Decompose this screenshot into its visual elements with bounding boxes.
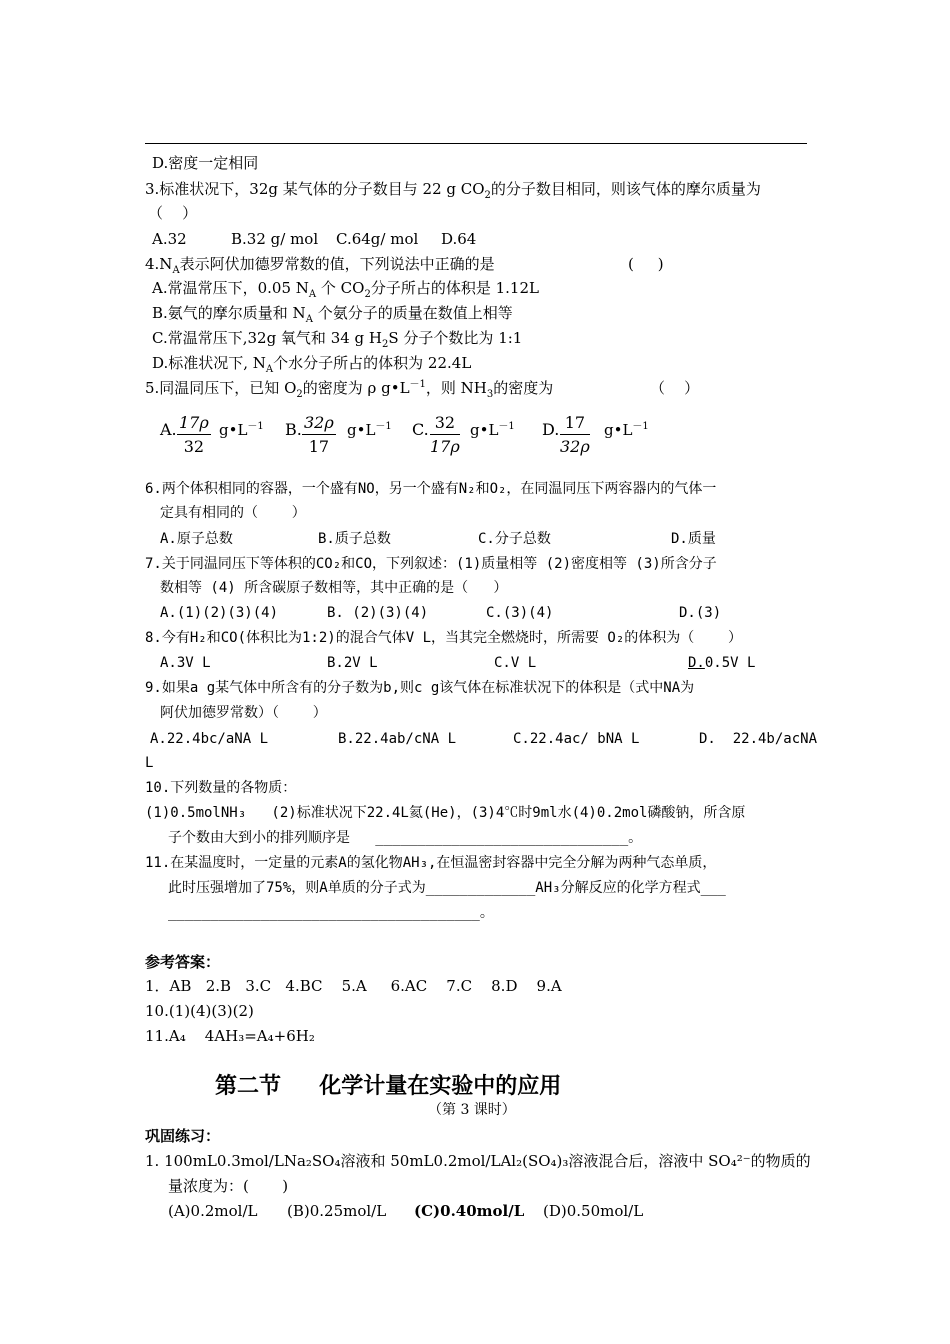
q3-option-a: A.32	[152, 230, 187, 248]
section-subtitle: （第 3 课时）	[428, 1102, 516, 1118]
q9-option-c: C.22.4ac/ bNA L	[513, 731, 640, 747]
q9-option-d-unit: L	[145, 755, 154, 771]
q7-option-a: A.(1)(2)(3)(4)	[160, 605, 279, 621]
q3-option-b: B.32 g/ mol	[231, 230, 319, 248]
q4-option-d: D.标准状况下, $N_A$个水分子所占的体积为 22.4L	[152, 354, 472, 375]
q4-stem: $4.N_A$表示阿伏加德罗常数的值，下列说法中正确的是	[145, 255, 495, 276]
practice-q1-option-d: (D)0.50mol/L	[543, 1202, 644, 1220]
q5-a-unit: $g•L^{-1}$	[219, 421, 264, 439]
q7-option-d: D.(3)	[679, 605, 722, 621]
q6-stem-line1: 6.两个体积相同的容器，一个盛有NO，另一个盛有N₂和O₂，在同温同压下两容器内的气体一	[145, 481, 717, 497]
q7-stem-line2: 数相等 (4) 所含碳原子数相等，其中正确的是（ ）	[160, 580, 508, 596]
q5-d-fraction: $\frac{17}{32\rho}$	[560, 413, 590, 456]
q11-stem-line3: _____________________________________。	[168, 905, 494, 921]
q7-option-c: C.(3)(4)	[486, 605, 554, 621]
q5-a-fraction: $\frac{17\rho}{32}$	[179, 413, 209, 456]
q9-stem-line1: 9.如果a g某气体中所含有的分子数为b,则c g该气体在标准状况下的体积是（式中NA为	[145, 680, 695, 696]
q10-stem-line2: (1)0.5molNH₃ (2)标准状况下22.4L氦(He)，(3)4℃时9ml水(4)0.2mol磷酸钠，所含原	[145, 805, 746, 821]
q8-option-c: C.V L	[494, 655, 537, 671]
q9-option-a: A.22.4bc/aNA L	[150, 731, 269, 747]
q9-option-b: B.22.4ab/cNA L	[338, 731, 457, 747]
q3-stem: 3.标准状况下，32g 某气体的分子数目与 22 g $CO_2$的分子数目相同，则该气体的摩尔质量为	[145, 180, 761, 201]
q9-option-d: D. 22.4b/acNA	[699, 731, 818, 747]
q11-stem-line1: 11.在某温度时，一定量的元素A的氢化物AH₃,在恒温密封容器中完全分解为两种气态单质，	[145, 855, 717, 871]
section-title: 第二节 化学计量在实验中的应用	[215, 1073, 562, 1099]
q3-answer-paren: （ ）	[148, 204, 198, 222]
header-rule	[145, 143, 807, 144]
q3-option-d: D.64	[441, 230, 477, 248]
q5-b-label: B.	[285, 420, 302, 439]
practice-q1-line1: 1. 100mL0.3mol/LNa₂SO₄溶液和 50mL0.2mol/LAl₂(SO₄)₃溶液混合后，溶液中 SO₄²⁻的物质的	[145, 1152, 811, 1170]
q4-option-b: B.氨气的摩尔质量和 $N_A$ 个氨分子的质量在数值上相等	[152, 304, 513, 325]
q7-option-b: B. (2)(3)(4)	[327, 605, 429, 621]
practice-q1-option-c: (C)0.40mol/L	[414, 1202, 525, 1220]
q6-option-b: B.质子总数	[318, 531, 391, 547]
q8-option-a: A.3V L	[160, 655, 211, 671]
q4-option-c: C.常温常压下,32g 氧气和 34 g $H_2S$ 分子个数比为 1:1	[152, 329, 523, 350]
answers-line2: 10.(1)(4)(3)(2)	[145, 1002, 254, 1020]
q4-option-a: A.常温常压下，0.05 $N_A$ 个 $CO_2$分子所占的体积是 1.12L	[152, 279, 539, 300]
q6-stem-line2: 定具有相同的（ ）	[160, 505, 306, 521]
q8-option-d: D.0.5V L	[688, 655, 756, 671]
q10-stem-line3: 子个数由大到小的排列顺序是 ______________________________。	[168, 830, 643, 846]
answers-heading: 参考答案：	[145, 953, 221, 971]
practice-heading: 巩固练习：	[145, 1127, 221, 1145]
practice-q1-option-b: (B)0.25mol/L	[287, 1202, 387, 1220]
q5-b-unit: $g•L^{-1}$	[347, 421, 392, 439]
q3-option-c: C.64g/ mol	[336, 230, 419, 248]
answers-line1: 1．AB 2.B 3.C 4.BC 5.A 6.AC 7.C 8.D 9.A	[145, 977, 562, 995]
q5-answer-paren: （ ）	[650, 379, 700, 397]
practice-q1-option-a: (A)0.2mol/L	[168, 1202, 258, 1220]
q9-stem-line2: 阿伏加德罗常数）（ ）	[160, 705, 327, 721]
q5-c-label: C.	[412, 420, 429, 439]
q5-c-unit: $g•L^{-1}$	[470, 421, 515, 439]
q5-c-fraction: $\frac{32}{17\rho}$	[430, 413, 460, 456]
q10-stem-line1: 10.下列数量的各物质：	[145, 780, 297, 796]
q6-option-c: C.分子总数	[478, 531, 551, 547]
q6-option-a: A.原子总数	[160, 531, 233, 547]
practice-q1-line2: 量浓度为：( )	[168, 1177, 289, 1195]
q2-option-d: D.密度一定相同	[152, 154, 259, 172]
q5-d-label: D.	[542, 420, 560, 439]
q5-d-unit: $g•L^{-1}$	[604, 421, 649, 439]
q8-stem: 8.今有H₂和CO(体积比为1:2)的混合气体V L，当其完全燃烧时，所需要 O₂的体积为（ ）	[145, 630, 743, 646]
q6-option-d: D.质量	[671, 531, 716, 547]
q5-b-fraction: $\frac{32\rho}{17}$	[304, 413, 334, 456]
q5-a-label: A.	[160, 420, 177, 439]
q7-stem-line1: 7.关于同温同压下等体积的CO₂和CO，下列叙述：(1)质量相等 (2)密度相等 (3)所含分子	[145, 556, 717, 572]
answers-line3: 11.A₄ 4AH₃=A₄+6H₂	[145, 1027, 315, 1045]
q11-stem-line2: 此时压强增加了75%，则A单质的分子式为_____________AH₃分解反应的化学方程式___	[168, 880, 726, 896]
q4-answer-paren: ( )	[628, 255, 664, 273]
q5-stem: 5.同温同压下，已知 $O_2$的密度为 ρ $g•L^{-1}$，则 $NH_3$的密度为	[145, 379, 554, 400]
q8-option-b: B.2V L	[327, 655, 378, 671]
